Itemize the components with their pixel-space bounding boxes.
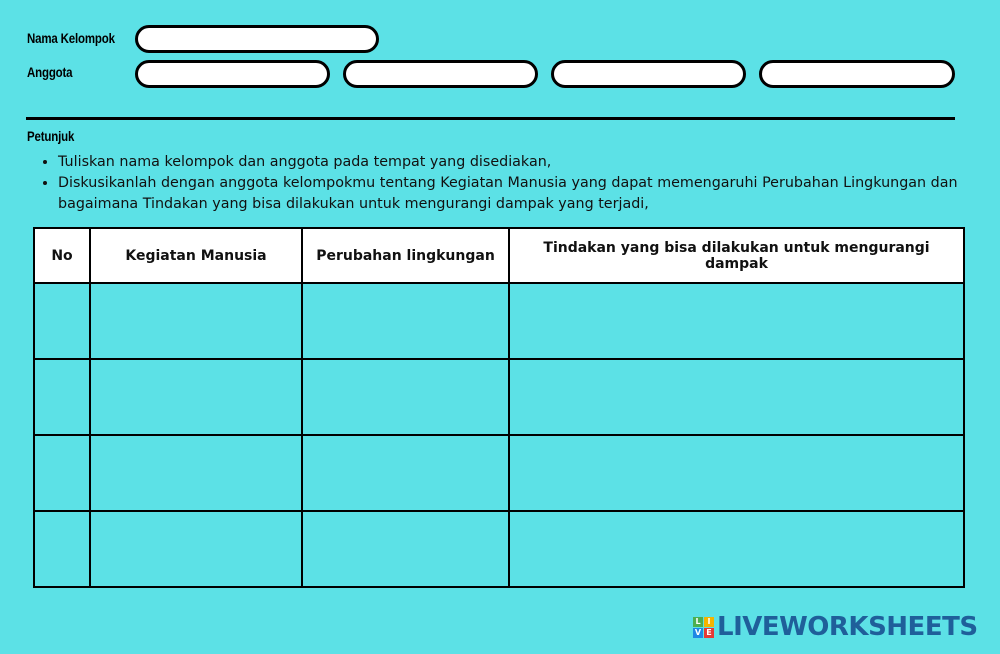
header-environment-change: Perubahan lingkungan [302,228,509,283]
instructions-list [26,152,988,215]
logo-tile: I [704,617,714,627]
member-input-2[interactable] [343,60,538,88]
table-header-row [34,228,964,283]
table-cell[interactable] [302,359,509,435]
group-name-input[interactable] [135,25,379,53]
logo-text: LIVEWORKSHEETS [717,612,978,642]
table-cell[interactable] [509,511,964,587]
table-cell[interactable] [34,511,90,587]
table-cell[interactable] [509,435,964,511]
member-input-1[interactable] [135,60,330,88]
logo-tile: V [694,627,702,637]
group-name-label: Nama Kelompok [27,30,115,46]
instructions-title: Petunjuk [27,128,75,144]
table-cell[interactable] [34,435,90,511]
table-cell[interactable] [302,511,509,587]
header-human-activity: Kegiatan Manusia [90,228,302,283]
table-cell[interactable] [509,359,964,435]
table-row [34,435,964,511]
table-cell[interactable] [90,283,302,359]
table-row [34,283,964,359]
table-cell[interactable] [302,283,509,359]
worksheet-table [33,227,965,588]
divider [26,117,955,120]
header-mitigation-action: Tindakan yang bisa dilakukan untuk mengurangi dampak [509,228,964,283]
instruction-item: • Tuliskan nama kelompok dan anggota pada tempat yang disediakan, [58,152,988,173]
header-no: No [34,228,90,283]
members-label: Anggota [27,64,73,80]
table-cell[interactable] [90,511,302,587]
table-cell[interactable] [302,435,509,511]
instruction-item: • Diskusikanlah dengan anggota kelompokmu tentang Kegiatan Manusia yang dapat memengaruhi Perubahan Lingkungan dan bagaimana Tindakan yang bisa dilakukan untuk mengurangi dampak yang terjadi, [58,173,988,215]
table-cell[interactable] [34,359,90,435]
table-cell[interactable] [34,283,90,359]
table-cell[interactable] [90,359,302,435]
table-row [34,511,964,587]
table-cell[interactable] [509,283,964,359]
member-input-4[interactable] [759,60,955,88]
logo-tile: L [693,617,703,627]
logo-tile: E [704,628,714,638]
table-cell[interactable] [90,435,302,511]
table-row [34,359,964,435]
liveworksheets-logo [693,612,978,642]
logo-tiles-icon [693,617,714,638]
member-input-3[interactable] [551,60,746,88]
